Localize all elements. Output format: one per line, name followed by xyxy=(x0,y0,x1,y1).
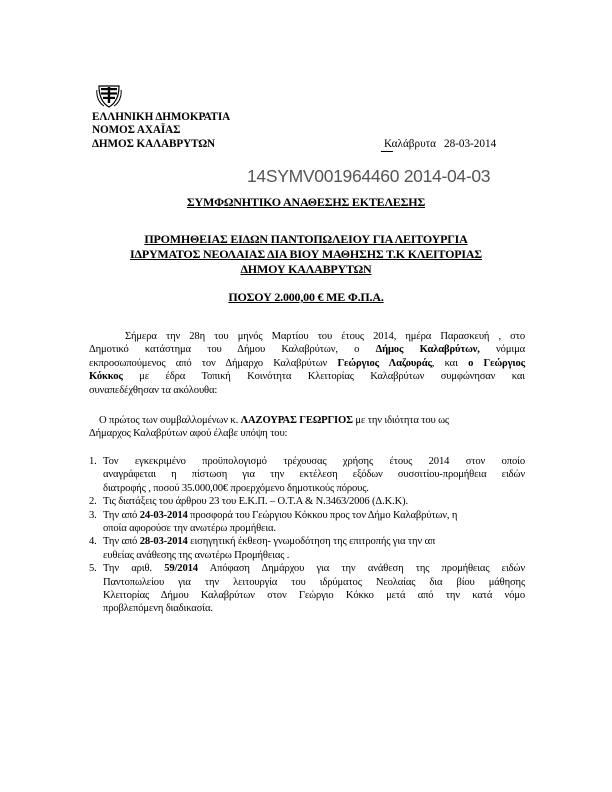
intro-line-5: συναπεδέχθησαν τα ακόλουθα: xyxy=(89,384,218,396)
subject-line-1: ΠΡΟΜΗΘΕΙΑΣ ΕΙΔΩΝ ΠΑΝΤΟΠΩΛΕΙΟΥ ΓΙΑ ΛΕΙΤΟΥΡΓΙΑ xyxy=(144,232,468,246)
diavgeia-stamp: 14SYMV001964460 2014-04-03 xyxy=(247,166,491,186)
document-date: 28-03-2014 xyxy=(443,138,497,150)
list-item: 3. Την από 24-03-2014 προσφορά του Γεώργιου Κόκκου προς τον Δήμο Καλαβρύτων, η οποία αφορούσε την ανωτέρω προμήθεια. xyxy=(89,509,458,535)
intro-line-4: Κόκκος με έδρα Τοπική Κοινότητα Κλειτορίας Καλαβρύτων συμφώνησαν και xyxy=(89,371,525,383)
intro-line-1: Σήμερα την 28η του μηνός Μαρτίου του έτους 2014, ημέρα Παρασκευή , στο xyxy=(125,331,525,342)
header-prefecture: ΝΟΜΟΣ ΑΧΑΪΑΣ xyxy=(92,124,181,137)
date-underline xyxy=(381,151,393,152)
issuer-header xyxy=(92,111,230,151)
subject-line-3: ΔΗΜΟΥ ΚΑΛΑΒΡΥΤΩΝ xyxy=(240,262,372,276)
considerations-list xyxy=(89,455,525,616)
header-municipality: ΔΗΜΟΣ ΚΑΛΑΒΡΥΤΩΝ xyxy=(92,137,216,150)
amount-title: ΠΟΣΟΥ 2.000,00 € ΜΕ Φ.Π.Α. xyxy=(228,290,384,304)
intro-line-2: Δημοτικό κατάστημα του Δήμου Καλαβρύτων, ο Δήμος Καλαβρύτων, νόμιμα xyxy=(89,344,525,356)
list-item: 4. Την από 28-03-2014 εισηγητική έκθεση- γνωμοδότηση της επιτροπής για την απ ευθείας ανάθεσης της ανωτέρω Προμήθειας . xyxy=(89,536,436,561)
contractor-name-1: ο Γεώργιος xyxy=(468,357,525,369)
contract-title: ΣΥΜΦΩΝΗΤΙΚΟ ΑΝΑΘΕΣΗΣ ΕΚΤΕΛΕΣΗΣ xyxy=(186,195,426,209)
mayor-name: Γεώργιος Λαζουράς xyxy=(337,357,432,369)
intro-line-3: εκπροσωπούμενος από τον Δήμαρχο Καλαβρύτων Γεώργιος Λαζουράς, και ο Γεώργιος xyxy=(89,357,525,369)
greek-coat-of-arms-emblem xyxy=(96,82,122,108)
subject-line-2: ΙΔΡΥΜΑΤΟΣ ΝΕΟΛΑΙΑΣ ΔΙΑ ΒΙΟΥ ΜΑΘΗΣΗΣ Τ.Κ ΚΛΕΙΤΟΡΙΑΣ xyxy=(130,247,482,261)
list-item: 2. Τις διατάξεις του άρθρου 23 του Ε.Κ.Π. – Ο.Τ.Α & Ν.3463/2006 (Δ.Κ.Κ). xyxy=(89,496,408,508)
list-item: 1. Τον εγκεκριμένο προϋπολογισμό τρέχουσας χρήσης έτους 2014 στον οποίο αναγράφεται η πίστωση για την εκτέλεση εξόδων συσσιτίου-προμήθεια ειδών διατροφής , ποσού 35.000,00€ προερχόμενο δημοτικούς πόρους. xyxy=(89,456,525,494)
party-line-1: Ο πρώτος των συμβαλλομένων κ. ΛΑΖΟΥΡΑΣ ΓΕΩΡΓΙΟΣ με την ιδιότητα του ως xyxy=(99,415,449,426)
place: Καλάβρυτα xyxy=(384,138,436,150)
header-republic: ΕΛΛΗΝΙΚΗ ΔΗΜΟΚΡΑΤΙΑ xyxy=(92,111,231,123)
municipality-bold: Δήμος Καλαβρύτων, xyxy=(375,344,480,356)
party-name: ΛΑΖΟΥΡΑΣ ΓΕΩΡΓΙΟΣ xyxy=(240,415,353,426)
party-paragraph xyxy=(89,414,525,441)
intro-paragraph xyxy=(89,330,525,397)
list-item: 5. Την αριθ. 59/2014 Απόφαση Δημάρχου για την ανάθεση της προμήθειας ειδών Παντοπωλείου για την λειτουργία του ιδρύματος Νεολαίας δια βίου μάθησης Κλειτορίας Δήμου Καλαβρύτων στον Γεώργιο Κόκκο μετά από την κατά νόμο προβλεπόμενη διαδικασία. xyxy=(89,563,525,615)
contractor-name-2: Κόκκος xyxy=(89,371,123,383)
place-date xyxy=(384,138,496,150)
party-line-2: Δήμαρχος Καλαβρύτων αφού έλαβε υπόψη του: xyxy=(89,428,288,440)
